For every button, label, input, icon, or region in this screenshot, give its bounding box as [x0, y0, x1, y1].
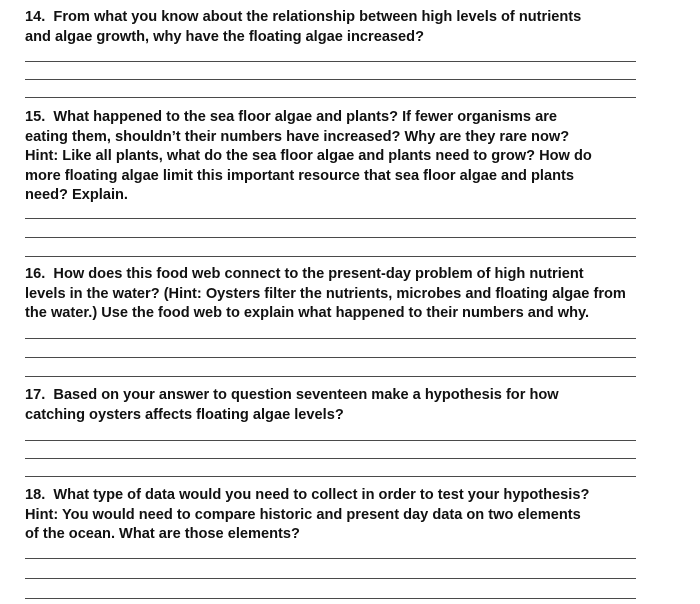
question-17-text-1: Based on your answer to question seventeen make a hypothesis for how	[53, 387, 559, 403]
question-16-line-3: the water.) Use the food web to explain what happened to their numbers and why.	[25, 305, 590, 321]
question-16	[25, 265, 697, 324]
answer-line-18-1[interactable]	[25, 558, 636, 559]
answer-line-15-3[interactable]	[25, 256, 636, 257]
question-14-line-1	[25, 8, 697, 28]
question-15-line-3: Hint: Like all plants, what do the sea floor algae and plants need to grow? How do	[25, 148, 592, 164]
answer-line-17-2[interactable]	[25, 458, 636, 459]
answer-line-14-3[interactable]	[25, 97, 636, 98]
answer-line-18-2[interactable]	[25, 578, 636, 579]
answer-line-16-2[interactable]	[25, 357, 636, 358]
question-17-line-2: catching oysters affects floating algae levels?	[25, 406, 344, 423]
answer-line-16-3[interactable]	[25, 376, 636, 377]
question-18-line-3: of the ocean. What are those elements?	[25, 526, 300, 542]
question-16-line-1	[25, 265, 697, 285]
question-15	[25, 108, 697, 206]
answer-line-15-2[interactable]	[25, 237, 636, 238]
question-18-line-1	[25, 486, 697, 506]
answer-line-16-1[interactable]	[25, 338, 636, 339]
question-14	[25, 8, 697, 47]
question-16-text-1: How does this food web connect to the present-day problem of high nutrient	[53, 266, 584, 282]
question-18	[25, 486, 697, 545]
question-15-number: 15.	[25, 109, 46, 125]
question-18-number: 18.	[25, 487, 46, 503]
answer-line-15-1[interactable]	[25, 218, 636, 219]
question-14-line-2: and algae growth, why have the floating algae increased?	[25, 28, 424, 45]
question-17-line-1	[25, 386, 697, 406]
question-18-line-2: Hint: You would need to compare historic and present day data on two elements	[25, 506, 581, 523]
question-14-number: 14.	[25, 9, 46, 25]
answer-line-14-1[interactable]	[25, 61, 636, 62]
question-17	[25, 386, 697, 425]
question-15-line-2: eating them, shouldn’t their numbers have increased? Why are they rare now?	[25, 128, 570, 145]
question-17-number: 17.	[25, 387, 46, 403]
question-15-line-1	[25, 108, 697, 128]
question-15-text-1: What happened to the sea floor algae and plants? If fewer organisms are	[53, 109, 557, 125]
question-16-number: 16.	[25, 266, 46, 282]
answer-line-14-2[interactable]	[25, 79, 636, 80]
answer-line-17-3[interactable]	[25, 476, 636, 477]
question-14-text-1: From what you know about the relationship between high levels of nutrients	[53, 9, 582, 25]
question-18-text-1: What type of data would you need to collect in order to test your hypothesis?	[53, 487, 590, 503]
answer-line-17-1[interactable]	[25, 440, 636, 441]
question-16-line-2: levels in the water? (Hint: Oysters filter the nutrients, microbes and floating algae from	[25, 285, 626, 302]
question-15-line-5: need? Explain.	[25, 187, 128, 203]
answer-line-18-3[interactable]	[25, 598, 636, 599]
question-15-line-4: more floating algae limit this important resource that sea floor algae and plants	[25, 167, 574, 184]
